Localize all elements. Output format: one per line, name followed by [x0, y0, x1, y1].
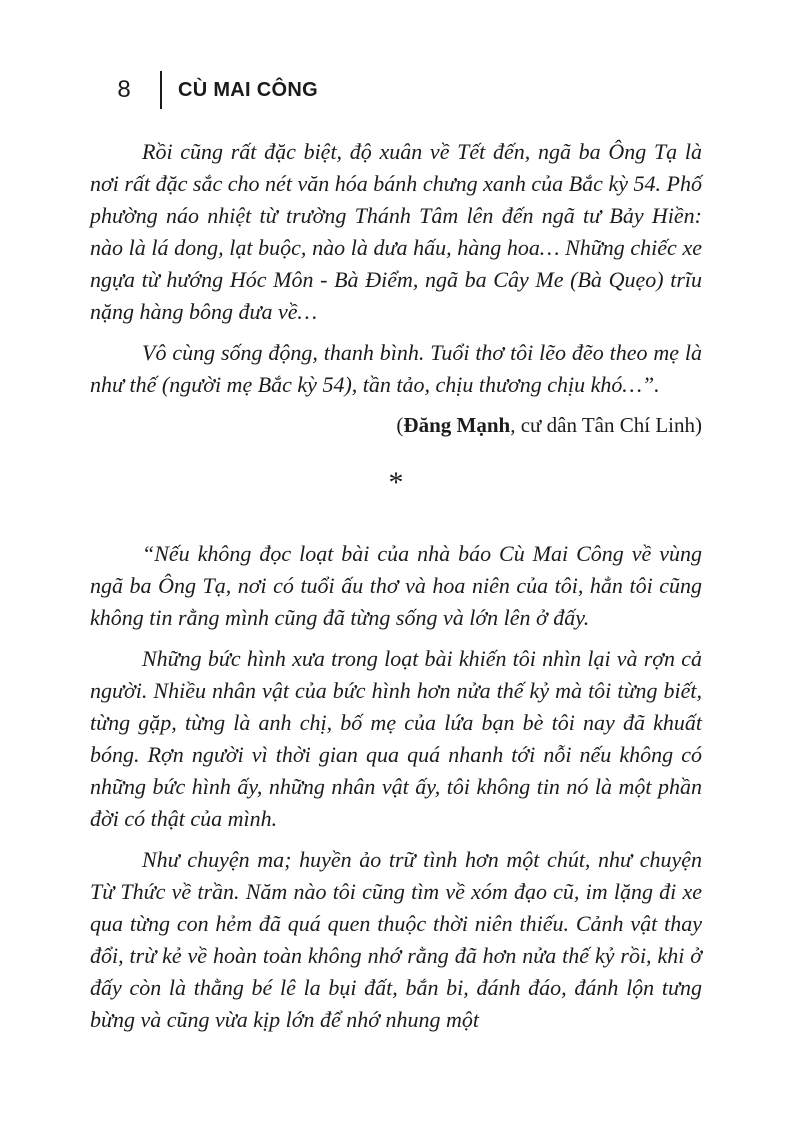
- running-head-author: CÙ MAI CÔNG: [178, 78, 318, 101]
- quote2-paragraph-1: “Nếu không đọc loạt bài của nhà báo Cù Mai Công về vùng ngã ba Ông Tạ, nơi có tuổi ấu thơ và hoa niên của tôi, hẳn tôi cũng không tin rằng mình cũng đã từng sống và lớn lên ở đấy.: [90, 541, 702, 630]
- attribution-open-paren: (: [396, 413, 404, 437]
- quote-block-2: [90, 538, 702, 1036]
- quote1-paragraph-1: Rồi cũng rất đặc biệt, độ xuân về Tết đến, ngã ba Ông Tạ là nơi rất đặc sắc cho nét văn hóa bánh chưng xanh của Bắc kỳ 54. Phố phường náo nhiệt từ trường Thánh Tâm lên đến ngã tư Bảy Hiền: nào là lá dong, lạt buộc, nào là dưa hấu, hàng hoa… Những chiếc xe ngựa từ hướng Hóc Môn - Bà Điểm, ngã ba Cây Me (Bà Quẹo) trĩu nặng hàng bông đưa về…: [90, 139, 702, 324]
- page-header: [104, 71, 318, 109]
- header-divider-rule: [160, 71, 162, 109]
- attribution-line: [90, 410, 702, 440]
- attribution-name: Đăng Mạnh: [403, 413, 511, 437]
- attribution-detail: , cư dân Tân Chí Linh): [510, 413, 702, 437]
- quote1-paragraph-2: Vô cùng sống động, thanh bình. Tuổi thơ tôi lẽo đẽo theo mẹ là như thế (người mẹ Bắc kỳ 54), tần tảo, chịu thương chịu khó…”.: [90, 340, 702, 397]
- page-number: 8: [117, 76, 131, 103]
- quote2-paragraph-2: Những bức hình xưa trong loạt bài khiến tôi nhìn lại và rợn cả người. Nhiều nhân vật của bức hình hơn nửa thế kỷ mà tôi từng biết, từng gặp, từng là anh chị, bố mẹ của lứa bạn bè tôi nay đã khuất bóng. Rợn người vì thời gian qua quá nhanh tới nỗi nếu không có những bức hình ấy, những nhân vật ấy, tôi không tin nó là một phần đời có thật của mình.: [90, 646, 702, 831]
- quote-block-1: [90, 136, 702, 401]
- page-body: [90, 136, 702, 1045]
- section-divider-asterisk: *: [388, 466, 404, 499]
- quote2-paragraph-3: Như chuyện ma; huyền ảo trữ tình hơn một chút, như chuyện Từ Thức về trần. Năm nào tôi cũng tìm về xóm đạo cũ, im lặng đi xe qua từng con hẻm đã quá quen thuộc thời niên thiếu. Cảnh vật thay đổi, trừ kẻ về hoàn toàn không nhớ rằng đã hơn nửa thế kỷ rồi, khi ở đấy còn là thằng bé lê la bụi đất, bắn bi, đánh đáo, đánh lộn tưng bừng và cũng vừa kịp lớn để nhớ nhung một: [90, 847, 702, 1032]
